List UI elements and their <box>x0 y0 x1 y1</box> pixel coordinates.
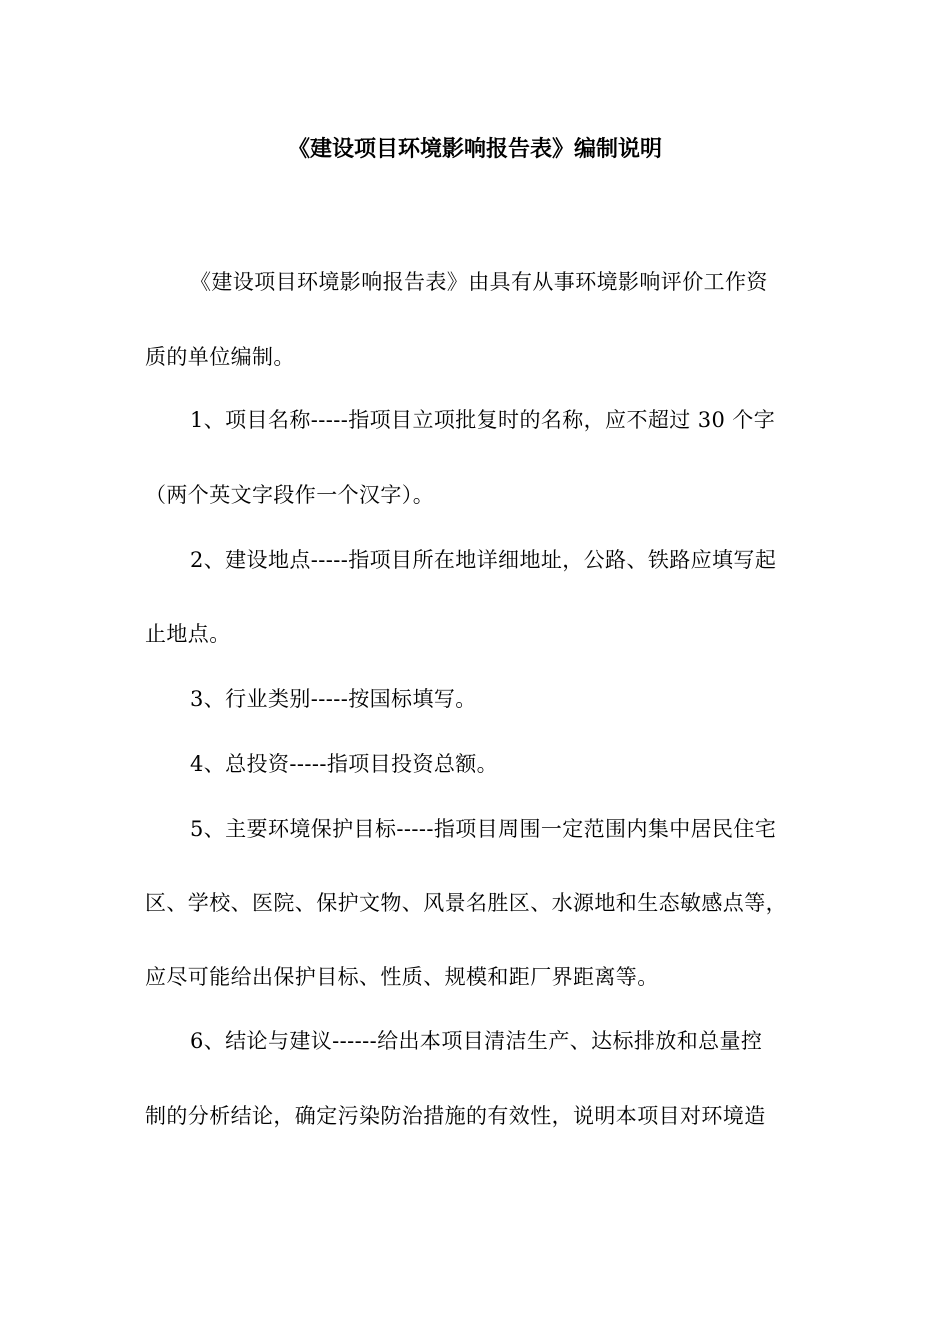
text-line-item6-2: 制的分析结论，确定污染防治措施的有效性，说明本项目对环境造 <box>145 1104 766 1128</box>
text-line-item4: 4、总投资-----指项目投资总额。 <box>190 752 499 776</box>
text-line-item1-2: （两个英文字段作一个汉字）。 <box>145 483 435 507</box>
document-title: 《建设项目环境影响报告表》编制说明 <box>287 137 662 162</box>
text-line-item2-1: 2、建设地点-----指项目所在地详细地址，公路、铁路应填写起 <box>190 548 777 572</box>
text-line-item1-1: 1、项目名称-----指项目立项批复时的名称，应不超过 30 个字 <box>190 408 776 432</box>
text-line-item5-2: 区、学校、医院、保护文物、风景名胜区、水源地和生态敏感点等， <box>145 891 787 915</box>
text-line-item5-1: 5、主要环境保护目标-----指项目周围一定范围内集中居民住宅 <box>190 817 777 841</box>
text-line-intro-2: 质的单位编制。 <box>145 345 295 369</box>
text-line-item3: 3、行业类别-----按国标填写。 <box>190 687 477 711</box>
text-line-item6-1: 6、结论与建议------给出本项目清洁生产、达标排放和总量控 <box>190 1029 763 1053</box>
text-line-intro-1: 《建设项目环境影响报告表》由具有从事环境影响评价工作资 <box>190 270 768 294</box>
text-line-item5-3: 应尽可能给出保护目标、性质、规模和距厂界距离等。 <box>145 965 659 989</box>
text-line-item2-2: 止地点。 <box>145 622 231 646</box>
